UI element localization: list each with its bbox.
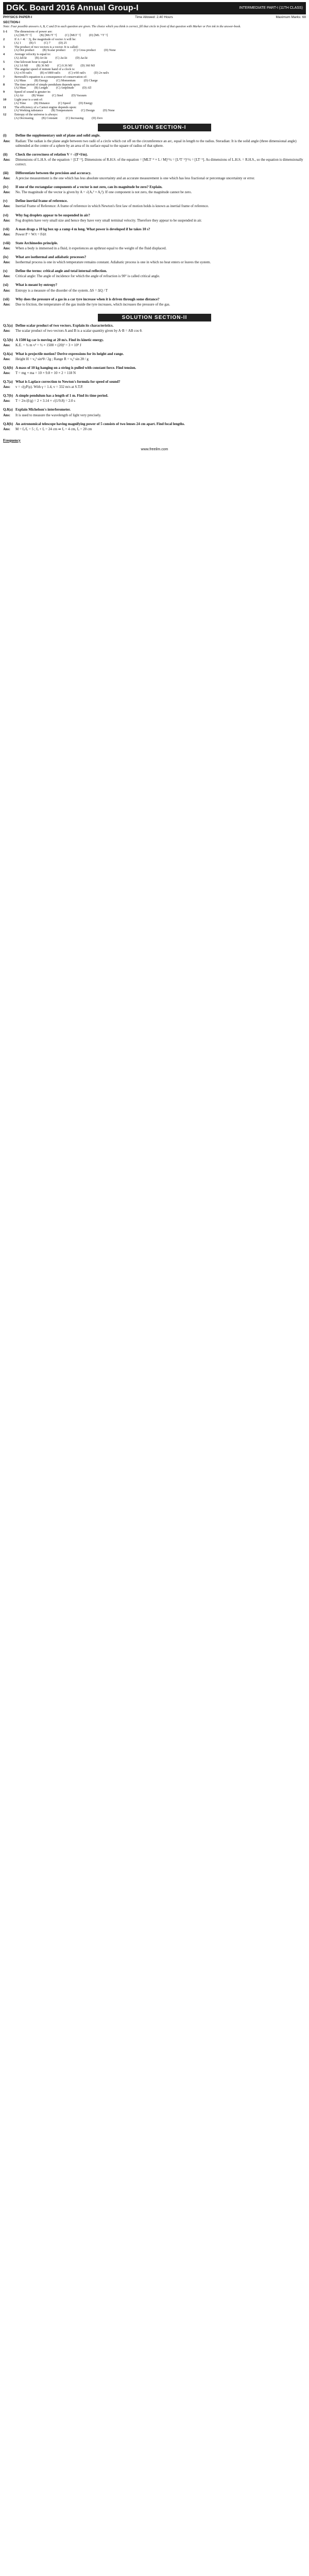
- mcq-question: The efficiency of a Carnot engine depends upon:: [14, 105, 77, 109]
- mcq-option: (C) Speed: [58, 101, 71, 105]
- mcq-option: (B) Energy: [34, 79, 48, 82]
- short-question: [3, 185, 306, 190]
- short-question: [3, 213, 306, 218]
- answer-label: Ans:: [3, 302, 11, 307]
- frequency-heading: Frequency: [3, 437, 21, 443]
- answer-text: Critical angle: The angle of incidence for which the angle of refraction is 90° is called critical angle.: [15, 274, 160, 279]
- mcq-option: (D) All: [82, 87, 92, 90]
- long-question-number: Q.7(a): [3, 380, 13, 384]
- answer-text: Height H = v₀² sin²θ / 2g ; Range R = v₀² sin 2θ / g: [15, 357, 89, 361]
- spacer: [3, 224, 306, 227]
- mcq-option: (B) Δv/Δt: [35, 56, 47, 60]
- mcq-number: 7: [3, 75, 5, 79]
- mcq-item: [3, 30, 306, 34]
- short-question: [3, 133, 306, 138]
- long-answer: [3, 329, 306, 333]
- short-answer: [3, 302, 306, 307]
- mcq-option: (A) Δd/Δt: [14, 56, 27, 60]
- long-answer: [3, 413, 306, 418]
- mcq-item: [3, 83, 306, 87]
- short-question-text: Define inertial frame of reference.: [15, 199, 68, 204]
- mcq-option: (B) Length: [34, 87, 48, 90]
- mcq-option: (A) Mass: [14, 79, 26, 82]
- mcq-options: [3, 72, 306, 75]
- short-question-text: What is meant by entropy?: [15, 283, 58, 287]
- mcq-options: [3, 34, 306, 38]
- short-question-number: (v): [3, 199, 8, 204]
- mcq-question: Speed of sound is greater in:: [14, 90, 51, 94]
- mcq-question: Average velocity is equal to:: [14, 53, 51, 57]
- answer-label: Ans:: [3, 204, 11, 209]
- mcq-item: [3, 67, 306, 72]
- mcq-options: [3, 64, 306, 68]
- spacer: [3, 404, 306, 407]
- long-question-number: Q.5(a): [3, 324, 13, 328]
- mcq-option: (B) Temperatures: [51, 109, 73, 113]
- spacer: [3, 390, 306, 393]
- spacer: [3, 265, 306, 268]
- long-question-text: What is projectile motion? Derive expressions for its height and range.: [15, 351, 124, 356]
- mcq-option: (D) 25: [58, 41, 67, 45]
- mcq-option: (C) Increasing: [65, 117, 84, 121]
- long-question-number: Q.8(a): [3, 408, 13, 412]
- mcq-option: (D) None: [104, 49, 116, 53]
- long-question-text: What is Laplace correction to Newton's formula for speed of sound?: [15, 380, 121, 384]
- mcq-options: [3, 57, 306, 60]
- long-question: [3, 394, 306, 398]
- long-question-number: Q.5(b): [3, 337, 13, 342]
- mcq-option: (C) Cross product: [74, 49, 96, 53]
- mcq-number: 9: [3, 90, 5, 94]
- answer-label: Ans:: [3, 357, 11, 361]
- mcq-question: Bernoulli's equation is a consequence of conservation of:: [14, 75, 88, 79]
- section-label: SECTION-I: [3, 20, 20, 24]
- long-question: [3, 422, 306, 427]
- mcq-option: (D) 360 MJ: [80, 64, 95, 67]
- short-question-number: (i): [3, 133, 7, 138]
- mcq-item: [3, 90, 306, 94]
- mcq-question: Light year is a unit of:: [14, 97, 43, 101]
- footer-url: www.freeilm.com: [141, 448, 168, 452]
- answer-text: Dimensions of L.H.S. of the equation = [LT⁻¹]. Dimensions of R.H.S. of the equation = [MLT⁻² × L / M]^½ = [L²T⁻²]^½ = [LT⁻¹]. As dimensions of L.H.S. = R.H.S., so the equation is dimensionally correct.: [15, 157, 303, 166]
- long-question-text: A mass of 10 kg hanging on a string is pulled with constant force. Find tension.: [15, 365, 136, 370]
- short-question: [3, 199, 306, 204]
- long-question-text: Define scalar product of two vectors. Explain its characteristics.: [15, 324, 114, 328]
- mcq-option: (C) 0.36 MJ: [57, 64, 73, 67]
- long-answer: [3, 427, 306, 432]
- paper-meta: [3, 15, 306, 19]
- mcq-option: (A) π/30 rad/s: [14, 72, 32, 75]
- short-question: [3, 297, 306, 302]
- mcq-number: 1-1: [3, 30, 8, 34]
- short-question-number: (viii): [3, 241, 10, 245]
- mcq-item: [3, 53, 306, 57]
- mcq-option: (A) 1: [14, 41, 21, 45]
- mcq-option: (B) π/1800 rad/s: [40, 72, 61, 75]
- answer-text: M = fₒ/fₑ = 5 ; fₒ + fₑ = 24 cm ⇒ fₑ = 4 cm, fₒ = 20 cm: [15, 427, 92, 431]
- short-question: [3, 283, 306, 287]
- mcq-number: 2: [3, 37, 5, 41]
- short-question: [3, 269, 306, 274]
- long-question-number: Q.6(a): [3, 351, 13, 356]
- spacer: [3, 334, 306, 337]
- short-question-text: What are isothermal and adiabatic processes?: [15, 255, 87, 260]
- long-question-list: [3, 324, 306, 435]
- spacer: [3, 279, 306, 282]
- max-marks: Maximum Marks: 68: [276, 15, 306, 20]
- mcq-option: (B) Distance: [34, 101, 50, 105]
- page-subtitle: INTERMEDIATE PART-I (11TH CLASS): [239, 6, 303, 10]
- long-question: [3, 352, 306, 357]
- mcq-option: (C) 7: [44, 41, 50, 45]
- mcq-options: [3, 49, 306, 53]
- answer-label: Ans:: [3, 329, 11, 333]
- mcq-option: (C) Design: [81, 109, 95, 113]
- short-question-number: (xii): [3, 297, 10, 301]
- answer-label: Ans:: [3, 190, 11, 195]
- spacer: [3, 432, 306, 435]
- spacer: [3, 348, 306, 351]
- time-allowed: Time Allowed: 2.40 Hours: [134, 15, 173, 20]
- short-question-number: (ii): [3, 152, 8, 157]
- mcq-option: (B) 36 MJ: [36, 64, 49, 67]
- short-question-number: (iii): [3, 171, 9, 175]
- short-question: [3, 152, 306, 157]
- mcq-question: One kilowatt hour is equal to:: [14, 60, 53, 64]
- answer-label: Ans:: [3, 246, 11, 250]
- spacer: [3, 294, 306, 297]
- mcq-question: The product of two vectors is a vector. It is called:: [14, 45, 79, 49]
- short-question-number: (xi): [3, 283, 9, 287]
- spacer: [3, 251, 306, 255]
- spacer: [3, 308, 306, 311]
- mcq-option: (B) [ML²T⁻³]: [40, 33, 57, 37]
- answer-text: Radian: The radian is the plane angle between two radii of a circle which cut off on the circumference an arc, equal in length to the radius. Steradian: It is the solid angle (three dimensional angle) subtended at the centre of a sphere by an area of its surface equal to the square of radius of that sphere.: [15, 139, 297, 148]
- mcq-number: 5: [3, 60, 5, 64]
- spacer: [3, 181, 306, 184]
- long-question: [3, 380, 306, 384]
- answer-text: When a body is immersed in a fluid, it experiences an upthrust equal to the weight of the fluid displaced.: [15, 246, 167, 250]
- mcq-option: (A) Dot product: [14, 49, 35, 53]
- mcq-number: 4: [3, 53, 5, 57]
- mcq-item: [3, 106, 306, 110]
- mcq-option: (D) None: [102, 109, 115, 113]
- mcq-options: [3, 117, 306, 121]
- short-answer: [3, 139, 306, 148]
- short-question-text: A man drags a 10 kg box up a ramp 4 m long. What power is developed if he takes 10 s?: [15, 227, 150, 231]
- mcq-options: [3, 102, 306, 106]
- short-question-number: (vi): [3, 213, 9, 217]
- mcq-option: (C) Momentum: [56, 79, 76, 82]
- answer-label: Ans:: [3, 274, 11, 279]
- mcq-option: (D) [ML⁻¹T⁻²]: [89, 33, 108, 37]
- mcq-question: The dimensions of power are:: [14, 30, 53, 34]
- solution-section-1-title: SOLUTION SECTION-I: [98, 124, 211, 132]
- mcq-item: [3, 38, 306, 42]
- mcq-option: (D) Zero: [92, 117, 103, 121]
- mcq-option: (D) 2π rad/s: [94, 72, 109, 75]
- mcq-question: If A = 4i − 3j, the magnitude of vector A will be:: [14, 37, 76, 41]
- long-question: [3, 366, 306, 370]
- mcq-option: (A) Time: [14, 101, 26, 105]
- answer-label: Ans:: [3, 232, 11, 236]
- answer-text: T = 2π√(l/g) = 2 × 3.14 × √(1/9.8) = 2.0 s: [15, 399, 75, 403]
- objective-note: Note: Four possible answers A, B, C and D to each question are given. The choice which you think is correct, fill that circle in front of that question with Marker or Pen ink in the answer-book.: [3, 25, 241, 29]
- mcq-number: 11: [3, 105, 6, 109]
- answer-text: Entropy is a measure of the disorder of the system. ΔS = ΔQ / T: [15, 288, 108, 293]
- page: [0, 0, 309, 457]
- spacer: [3, 210, 306, 213]
- answer-text: The scalar product of two vectors A and B is a scalar quantity given by A·B = AB cos θ.: [15, 329, 143, 333]
- paper-name: PHYSICS PAPER-I: [3, 15, 32, 20]
- answer-text: K.E. = ½ m v² = ½ × 1500 × (20)² = 3 × 10⁵ J: [15, 343, 81, 347]
- answer-text: Inertial Frame of Reference: A frame of reference in which Newton's first law of motion holds is known as inertial frame of reference.: [15, 204, 209, 209]
- answer-label: Ans:: [3, 427, 11, 431]
- long-answer: [3, 357, 306, 362]
- answer-label: Ans:: [3, 385, 11, 389]
- spacer: [3, 418, 306, 421]
- short-question: [3, 171, 306, 176]
- header-banner: [3, 2, 306, 14]
- mcq-option: (A) Decreasing: [14, 117, 33, 121]
- spacer: [3, 167, 306, 171]
- short-question-number: (vii): [3, 227, 10, 231]
- mcq-option: (D) Energy: [78, 101, 93, 105]
- long-question-text: A simple pendulum has a length of 1 m. Find its time period.: [15, 394, 109, 398]
- short-question: [3, 255, 306, 260]
- mcq-question: Entropy of the universe is always:: [14, 113, 58, 117]
- mcq-list: [3, 30, 306, 121]
- short-question-text: If one of the rectangular components of a vector is not zero, can its magnitude be zero? Explain.: [15, 185, 163, 190]
- spacer: [3, 376, 306, 379]
- answer-label: Ans:: [3, 176, 11, 181]
- long-question: [3, 324, 306, 328]
- answer-label: Ans:: [3, 343, 11, 347]
- answer-label: Ans:: [3, 288, 11, 293]
- mcq-options: [3, 94, 306, 98]
- mcq-option: (B) Water: [31, 94, 44, 98]
- long-answer: [3, 343, 306, 348]
- answer-text: T = mg + ma = 10 × 9.8 + 10 × 2 = 118 N: [15, 371, 76, 375]
- short-answer: [3, 176, 306, 181]
- short-answer: [3, 274, 306, 279]
- answer-label: Ans:: [3, 413, 11, 417]
- mcq-number: 12: [3, 113, 7, 117]
- mcq-option: (B) 5: [29, 41, 36, 45]
- section-row: [3, 21, 306, 24]
- spacer: [3, 238, 306, 241]
- mcq-option: (A) Working substance: [14, 109, 43, 113]
- long-question-text: Explain Michelson's interferometer.: [15, 408, 71, 412]
- short-answer: [3, 190, 306, 195]
- answer-label: Ans:: [3, 260, 11, 265]
- mcq-number: 3: [3, 45, 5, 49]
- mcq-option: (C) Steel: [52, 94, 63, 98]
- long-question-text: An astronomical telescope having magnifying power of 5 consists of two lenses 24 cm apart. Find focal lengths.: [15, 421, 185, 426]
- long-answer: [3, 399, 306, 403]
- mcq-option: (C) Δs/Δt: [55, 56, 67, 60]
- short-answer: [3, 246, 306, 251]
- spacer: [3, 149, 306, 152]
- short-answer: [3, 289, 306, 293]
- short-question: [3, 227, 306, 232]
- mcq-item: [3, 75, 306, 79]
- short-question-text: Check the correctness of relation V = √(F×l/m).: [15, 152, 88, 157]
- mcq-option: (B) Scalar product: [42, 49, 65, 53]
- answer-text: Power P = W/t = Fd/t: [15, 232, 46, 236]
- short-question-number: (iv): [3, 185, 9, 190]
- page-title: DGK. Board 2016 Annual Group-I: [6, 4, 139, 12]
- short-answer: [3, 232, 306, 237]
- answer-label: Ans:: [3, 399, 11, 403]
- answer-text: Fog droplets have very small size and hence they have very small terminal velocity. Therefore they appear to be suspended in air.: [15, 218, 202, 223]
- mcq-option: (B) Constant: [41, 117, 58, 121]
- long-question-number: Q.6(b): [3, 365, 13, 370]
- answer-label: Ans:: [3, 218, 11, 223]
- long-question-text: A 1500 kg car is moving at 20 m/s. Find its kinetic energy.: [15, 337, 104, 342]
- short-question-number: (x): [3, 269, 8, 274]
- mcq-option: (A) [ML²T⁻²]: [14, 33, 32, 37]
- mcq-options: [3, 42, 306, 45]
- long-answer: [3, 385, 306, 389]
- mcq-question: The time period of simple pendulum depends upon:: [14, 82, 81, 87]
- short-answer: [3, 204, 306, 209]
- short-question-text: Why fog droplets appear to be suspended in air?: [15, 213, 90, 217]
- mcq-options: [3, 109, 306, 113]
- answer-text: It is used to measure the wavelength of light very precisely.: [15, 413, 101, 417]
- answer-text: v = √(γP/ρ). With γ = 1.4, v = 332 m/s at S.T.P.: [15, 385, 83, 389]
- long-question-number: Q.7(b): [3, 394, 13, 398]
- mcq-item: [3, 113, 306, 117]
- mcq-options: [3, 87, 306, 90]
- short-question-text: Define the supplementary unit of plane and solid angle.: [15, 133, 100, 138]
- mcq-option: (D) Vacuum: [71, 94, 87, 98]
- short-answer: [3, 158, 306, 167]
- mcq-option: (D) Δa/Δt: [75, 56, 88, 60]
- mcq-option: (C) Amplitude: [56, 87, 74, 90]
- mcq-options: [3, 79, 306, 83]
- mcq-item: [3, 98, 306, 102]
- solution-section-2-title: SOLUTION SECTION-II: [98, 314, 211, 322]
- short-question-text: Define the terms: critical angle and total internal reflection.: [15, 269, 107, 274]
- answer-text: No. The magnitude of the vector is given by A = √(Aₓ² + Aᵧ²). If one component is not zero, the magnitude cannot be zero.: [15, 190, 192, 195]
- answer-label: Ans:: [3, 371, 11, 375]
- mcq-item: [3, 60, 306, 64]
- short-question-text: Why does the pressure of a gas in a car tyre increase when it is driven through some distance?: [15, 297, 160, 301]
- short-question: [3, 241, 306, 246]
- mcq-option: (A) Air: [14, 94, 24, 98]
- long-question-number: Q.8(b): [3, 421, 13, 426]
- mcq-number: 6: [3, 67, 5, 72]
- answer-label: Ans:: [3, 157, 11, 162]
- long-question: [3, 338, 306, 343]
- answer-text: Due to friction, the temperature of the gas inside the tyre increases, which increases the pressure of the gas.: [15, 302, 170, 307]
- long-question: [3, 408, 306, 412]
- mcq-number: 10: [3, 97, 7, 101]
- mcq-option: (A) Mass: [14, 87, 26, 90]
- answer-text: Isothermal process is one in which temperature remains constant. Adiabatic process is one in which no heat enters or leaves the system.: [15, 260, 211, 265]
- short-question-number: (ix): [3, 255, 9, 260]
- short-answer: [3, 260, 306, 265]
- short-question-text: State Archimedes principle.: [15, 241, 58, 245]
- short-answer: [3, 218, 306, 223]
- mcq-option: (C) π/60 rad/s: [68, 72, 86, 75]
- mcq-question: The angular speed of minute hand of a clock is:: [14, 67, 75, 72]
- long-answer: [3, 371, 306, 376]
- answer-text: A precise measurement is the one which has less absolute uncertainty and an accurate measurement is one which has less fractional or percentage uncertainty or error.: [15, 176, 255, 181]
- answer-label: Ans:: [3, 139, 11, 143]
- short-question-text: Differentiate between the precision and accuracy.: [15, 171, 92, 175]
- mcq-option: (A) 3.6 MJ: [14, 64, 28, 67]
- spacer: [3, 195, 306, 198]
- answer-list: [3, 133, 306, 310]
- spacer: [3, 362, 306, 365]
- mcq-number: 8: [3, 82, 5, 87]
- mcq-option: (D) Charge: [83, 79, 98, 82]
- mcq-option: (C) [MLT⁻²]: [65, 33, 81, 37]
